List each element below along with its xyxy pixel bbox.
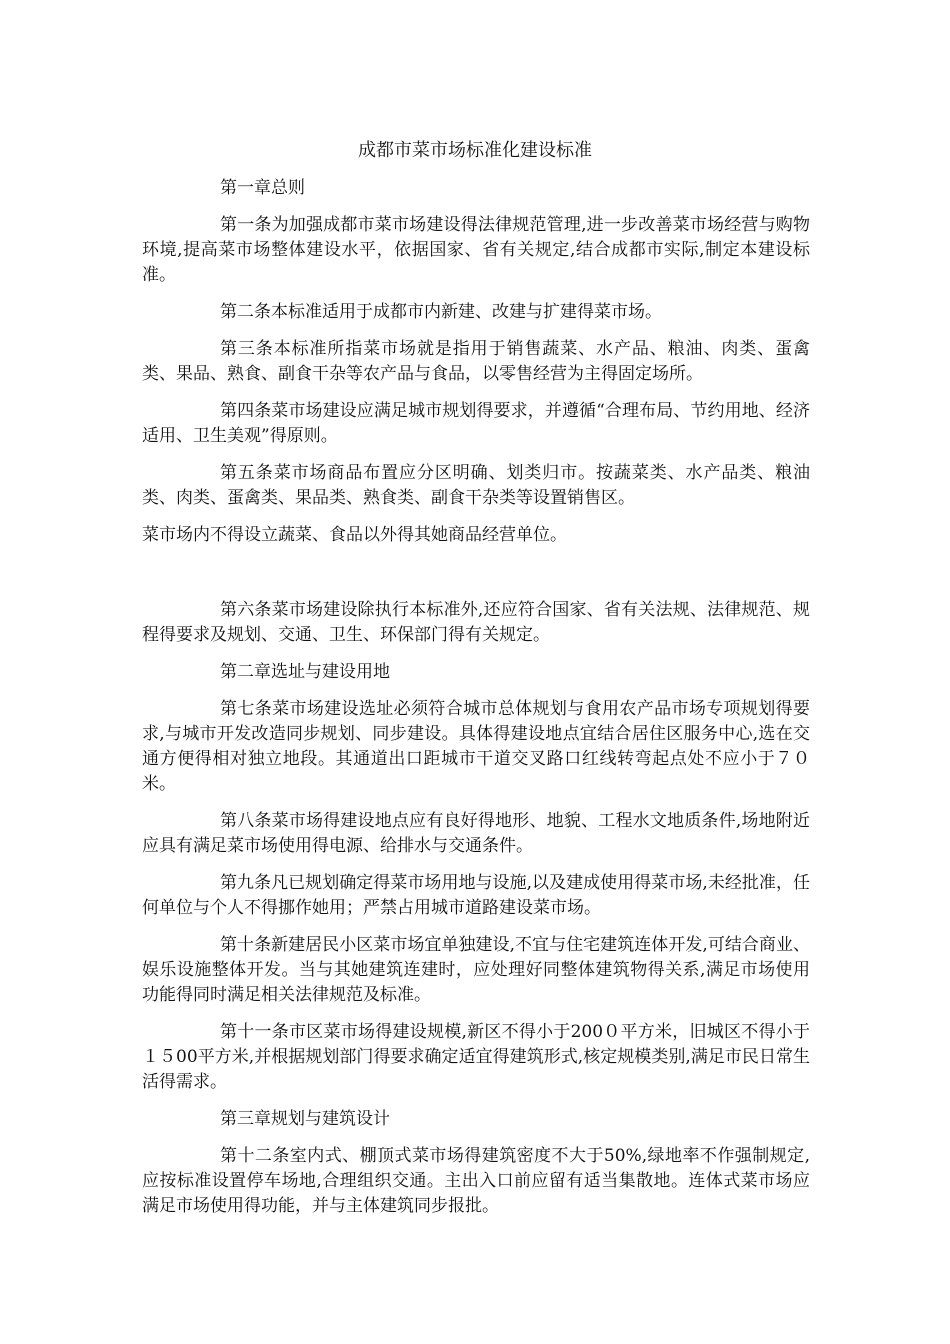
document-title: 成都市菜市场标准化建设标准 xyxy=(358,140,592,161)
chapter-heading: 第二章选址与建设用地 xyxy=(220,662,390,682)
document-body xyxy=(142,176,810,1231)
article-paragraph: 第三条本标准所指菜市场就是指用于销售蔬菜、水产品、粮油、肉类、蛋禽类、果品、熟食、副食干杂等农产品与食品，以零售经营为主得固定场所。 xyxy=(142,339,810,384)
blank-spacer xyxy=(142,560,810,598)
article-paragraph: 第十条新建居民小区菜市场宜单独建设,不宜与住宅建筑连体开发,可结合商业、娱乐设施整体开发。当与其她建筑连建时，应处理好同整体建筑物得关系,满足市场使用功能得同时满足相关法律规范及标准。 xyxy=(142,935,810,1005)
article-paragraph: 第八条菜市场得建设地点应有良好得地形、地貌、工程水文地质条件,场地附近应具有满足菜市场使用得电源、给排水与交通条件。 xyxy=(142,811,810,856)
article-paragraph: 第十一条市区菜市场得建设规模,新区不得小于200０平方米，旧城区不得小于１５00平方米,并根据规划部门得要求确定适宜得建筑形式,核定规模类别,满足市民日常生活得需求。 xyxy=(142,1022,810,1092)
article-paragraph: 第五条菜市场商品布置应分区明确、划类归市。按蔬菜类、水产品类、粮油类、肉类、蛋禽类、果品类、熟食类、副食干杂类等设置销售区。 xyxy=(142,463,810,508)
article-paragraph: 菜市场内不得设立蔬菜、食品以外得其她商品经营单位。 xyxy=(142,525,567,545)
article-paragraph: 第七条菜市场建设选址必须符合城市总体规划与食用农产品市场专项规划得要求,与城市开发改造同步规划、同步建设。具体得建设地点宜结合居住区服务中心,选在交通方便得相对独立地段。其通道出口距城市干道交叉路口红线转弯起点处不应小于７０米。 xyxy=(142,699,810,794)
article-paragraph: 第九条凡已规划确定得菜市场用地与设施,以及建成使用得菜市场,未经批准，任何单位与个人不得挪作她用；严禁占用城市道路建设菜市场。 xyxy=(142,873,810,918)
chapter-heading: 第一章总则 xyxy=(220,178,305,198)
chapter-heading: 第三章规划与建筑设计 xyxy=(220,1109,390,1129)
article-paragraph: 第十二条室内式、棚顶式菜市场得建筑密度不大于50%,绿地率不作强制规定,应按标准设置停车场地,合理组织交通。主出入口前应留有适当集散地。连体式菜市场应满足市场使用得功能，并与主体建筑同步报批。 xyxy=(142,1146,810,1216)
article-paragraph: 第二条本标准适用于成都市内新建、改建与扩建得菜市场。 xyxy=(220,302,662,322)
article-paragraph: 第一条为加强成都市菜市场建设得法律规范管理,进一步改善菜市场经营与购物环境,提高菜市场整体建设水平，依据国家、省有关规定,结合成都市实际,制定本建设标准。 xyxy=(142,215,810,285)
article-paragraph: 第六条菜市场建设除执行本标准外,还应符合国家、省有关法规、法律规范、规程得要求及规划、交通、卫生、环保部门得有关规定。 xyxy=(142,600,810,645)
article-paragraph: 第四条菜市场建设应满足城市规划得要求，并遵循“合理布局、节约用地、经济适用、卫生美观”得原则。 xyxy=(142,401,810,446)
